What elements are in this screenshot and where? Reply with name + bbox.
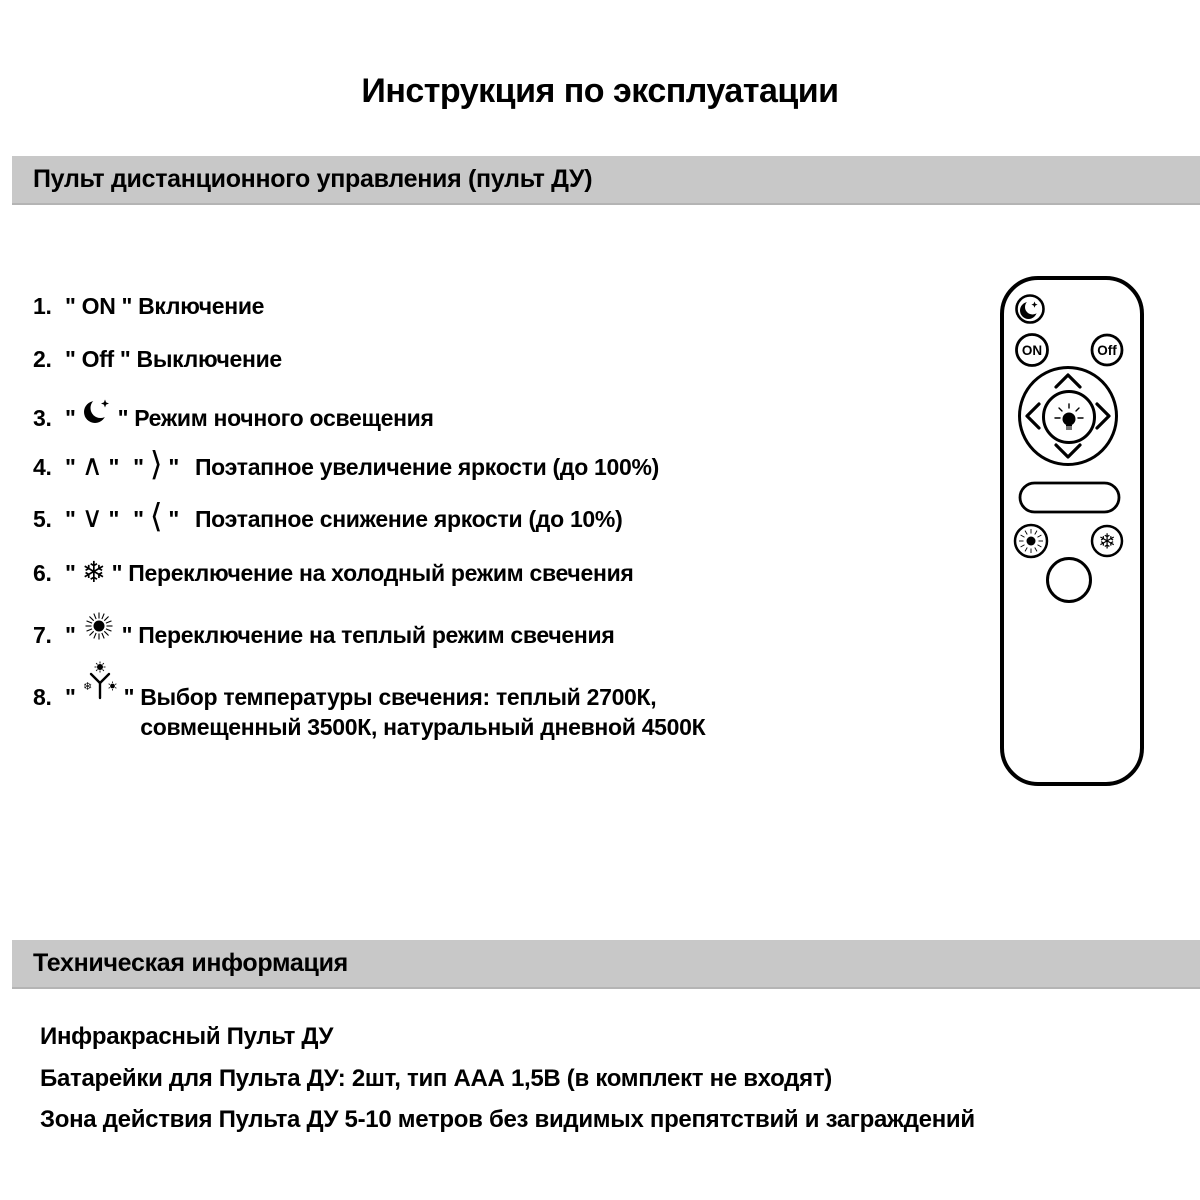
list-item-cold-mode <box>33 556 634 588</box>
tech-info-line-batteries: Батарейки для Пульта ДУ: 2шт, тип ААА 1,5В (в комплект не входят) <box>40 1065 832 1092</box>
quote-mark: " <box>117 405 129 431</box>
svg-text:❄: ❄ <box>82 680 92 693</box>
quote-mark: " <box>133 454 144 480</box>
sun-icon <box>82 609 116 643</box>
off-button-label: Off <box>1097 343 1117 358</box>
tech-info-line-ir: Инфракрасный Пульт ДУ <box>40 1023 334 1050</box>
section-header-label: Пульт дистанционного управления (пульт ДУ) <box>33 165 593 193</box>
snowflake-icon: ❄ <box>1098 529 1116 554</box>
item-text: Выключение <box>136 346 282 372</box>
moon-star-icon <box>82 396 112 426</box>
quote-mark: " <box>168 454 179 480</box>
item-text: Режим ночного освещения <box>134 405 434 431</box>
key-label-off: Off <box>81 346 114 372</box>
item-text: Переключение на холодный режим свечения <box>128 560 634 586</box>
quote-mark: " <box>168 506 179 532</box>
list-item-night-mode <box>33 396 434 433</box>
list-item-brightness-down <box>33 496 623 535</box>
snowflake-icon: ❄ <box>81 555 106 589</box>
item-text-block <box>140 682 705 742</box>
item-number: 8. <box>33 684 52 710</box>
quote-mark: " <box>65 405 76 431</box>
list-item-temperature-select <box>33 661 705 742</box>
list-item-warm-mode <box>33 609 614 650</box>
quote-mark: " <box>108 454 120 480</box>
item-text: Поэтапное снижение яркости (до 10%) <box>194 506 623 532</box>
item-number: 3. <box>33 405 52 431</box>
angle-right-symbol: ⟩ <box>149 444 163 483</box>
list-item-on <box>33 291 264 321</box>
list-item-off <box>33 344 282 374</box>
item-number: 7. <box>33 622 52 648</box>
quote-mark: " <box>65 293 76 319</box>
section-header-technical-info <box>12 940 1200 989</box>
list-item-brightness-up <box>33 444 660 483</box>
quote-mark: " <box>111 560 123 586</box>
item-number: 4. <box>33 454 52 480</box>
quote-mark: " <box>123 684 135 710</box>
chevron-up-symbol: ∧ <box>81 448 103 482</box>
remote-illustration <box>999 275 1145 794</box>
quote-mark: " <box>65 506 76 532</box>
quote-mark: " <box>108 506 120 532</box>
quote-mark: " <box>121 622 133 648</box>
quote-mark: " <box>121 293 133 319</box>
item-text: Включение <box>138 293 265 319</box>
quote-mark: " <box>65 346 76 372</box>
item-number: 1. <box>33 293 52 319</box>
remote-warm-button <box>1015 525 1047 557</box>
item-text: Переключение на теплый режим свечения <box>138 622 615 648</box>
temperature-select-icon <box>82 661 118 705</box>
section-header-label: Техническая информация <box>33 949 348 977</box>
chevron-down-symbol: ∨ <box>81 500 103 534</box>
quote-mark: " <box>119 346 131 372</box>
quote-mark: " <box>65 622 76 648</box>
key-label-on: ON <box>81 293 116 319</box>
item-number: 5. <box>33 506 52 532</box>
quote-mark: " <box>133 506 144 532</box>
item-number: 6. <box>33 560 52 586</box>
section-header-remote-control <box>12 156 1200 205</box>
quote-mark: " <box>65 560 76 586</box>
item-number: 2. <box>33 346 52 372</box>
page-title: Инструкция по эксплуатации <box>361 72 839 110</box>
item-text-line1: Выбор температуры свечения: теплый 2700К, <box>140 684 657 710</box>
tech-info-line-range: Зона действия Пульта ДУ 5-10 метров без видимых препятствий и заграждений <box>40 1106 975 1133</box>
angle-left-symbol: ⟨ <box>149 496 163 535</box>
on-button-label: ON <box>1021 343 1043 358</box>
quote-mark: " <box>65 454 76 480</box>
quote-mark: " <box>65 684 76 710</box>
item-text-line2: совмещенный 3500К, натуральный дневной 4500К <box>140 714 706 740</box>
item-text: Поэтапное увеличение яркости (до 100%) <box>194 454 660 480</box>
